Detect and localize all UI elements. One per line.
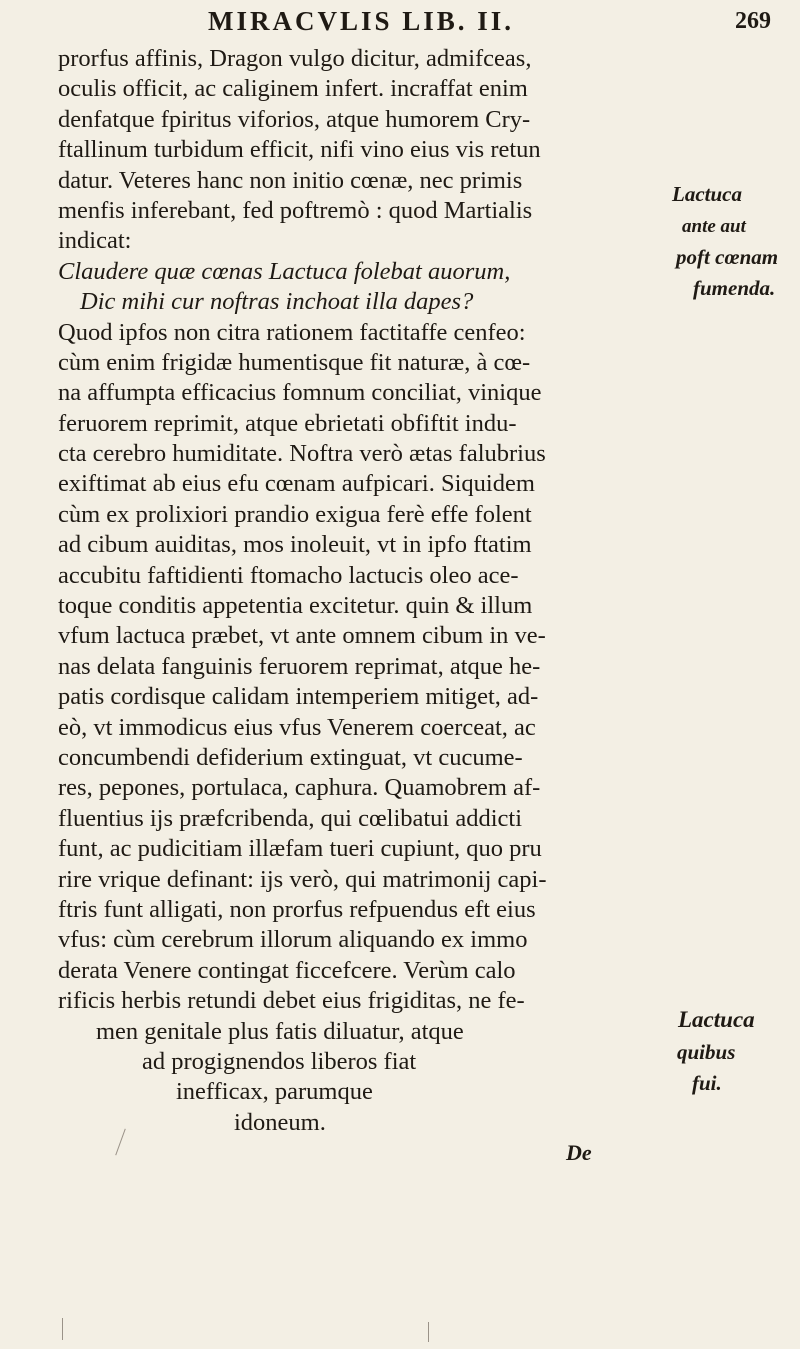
text-line: funt, ac pudicitiam illæfam tueri cupiunt, quo pru bbox=[58, 835, 542, 863]
margin-note: fumenda. bbox=[693, 276, 776, 300]
text-line: rificis herbis retundi debet eius frigiditas, ne fe- bbox=[58, 987, 525, 1015]
text-line: derata Venere contingat ficcefcere. Verùm calo bbox=[58, 956, 516, 984]
text-line: prorfus affinis, Dragon vulgo dicitur, admifceas, bbox=[58, 45, 532, 72]
text-line: ftallinum turbidum efficit, nifi vino eius vis retun bbox=[58, 136, 541, 164]
page-number: 269 bbox=[735, 8, 771, 34]
paper-mark bbox=[62, 1318, 63, 1340]
verse-line: Dic mihi cur noftras inchoat illa dapes? bbox=[80, 288, 474, 316]
catchword: De bbox=[566, 1140, 592, 1165]
margin-note: ante aut bbox=[682, 216, 746, 237]
text-line: eò, vt immodicus eius vfus Venerem coerceat, ac bbox=[58, 713, 536, 741]
running-title: MIRACVLIS LIB. II. bbox=[208, 6, 515, 36]
text-line: menfis inferebant, fed poftremò : quod Martialis bbox=[58, 196, 533, 224]
text-line: accubitu faftidienti ftomacho lactucis oleo ace- bbox=[58, 561, 519, 589]
text-line: idoneum. bbox=[234, 1108, 326, 1136]
margin-note: poft cœnam bbox=[676, 245, 779, 269]
text-line: fluentius ijs præfcribenda, qui cœlibatui addicti bbox=[58, 804, 523, 832]
text-line: concumbendi defiderium extinguat, vt cucume- bbox=[58, 743, 523, 771]
text-line: toque conditis appetentia excitetur. quin & illum bbox=[58, 592, 533, 620]
text-line: cùm enim frigidæ humentisque fit naturæ, à cœ- bbox=[58, 348, 531, 376]
text-line: datur. Veteres hanc non initio cœnæ, nec primis bbox=[58, 166, 523, 194]
verse-line: Claudere quæ cœnas Lactuca folebat auorum, bbox=[58, 257, 511, 285]
text-line: ad progignendos liberos fiat bbox=[142, 1047, 417, 1075]
text-line: oculis officit, ac caliginem infert. incraffat enim bbox=[58, 75, 528, 103]
text-line: ad cibum auiditas, mos inoleuit, vt in ipfo ftatim bbox=[58, 531, 532, 559]
page-header bbox=[0, 6, 800, 40]
paper-mark bbox=[428, 1322, 429, 1342]
text-line: inefficax, parumque bbox=[176, 1078, 373, 1106]
text-line: rire vrique definant: ijs verò, qui matrimonij capi- bbox=[58, 865, 547, 893]
text-line: cta cerebro humiditate. Noftra verò ætas falubrius bbox=[58, 440, 546, 468]
text-line: vfum lactuca præbet, vt ante omnem cibum in ve- bbox=[58, 622, 546, 650]
text-line: indicat: bbox=[58, 227, 132, 255]
text-line: cùm ex prolixiori prandio exigua ferè effe folent bbox=[58, 500, 532, 528]
text-line: men genitale plus fatis diluatur, atque bbox=[96, 1017, 464, 1045]
text-line: vfus: cùm cerebrum illorum aliquando ex immo bbox=[58, 926, 528, 954]
margin-note: Lactuca bbox=[672, 182, 742, 206]
text-line: res, pepones, portulaca, caphura. Quamobrem af- bbox=[58, 774, 541, 802]
text-line: exiftimat ab eius efu cœnam aufpicari. Siquidem bbox=[58, 470, 535, 498]
text-line: na affumpta efficacius fomnum conciliat, vinique bbox=[58, 379, 542, 407]
margin-note: fui. bbox=[692, 1071, 722, 1095]
text-line: Quod ipfos non citra rationem factitaffe cenfeo: bbox=[58, 318, 526, 346]
margin-note: quibus bbox=[677, 1040, 736, 1064]
text-line: feruorem reprimit, atque ebrietati obfiftit indu- bbox=[58, 409, 517, 437]
margin-note: Lactuca bbox=[678, 1007, 755, 1032]
text-line: nas delata fanguinis feruorem reprimat, atque he- bbox=[58, 652, 541, 680]
body-text bbox=[58, 44, 658, 1138]
text-line: patis cordisque calidam intemperiem mitiget, ad- bbox=[58, 683, 539, 711]
text-line: denfatque fpiritus viforios, atque humorem Cry- bbox=[58, 105, 531, 133]
text-line: ftris funt alligati, non prorfus refpuendus eft eius bbox=[58, 895, 536, 923]
